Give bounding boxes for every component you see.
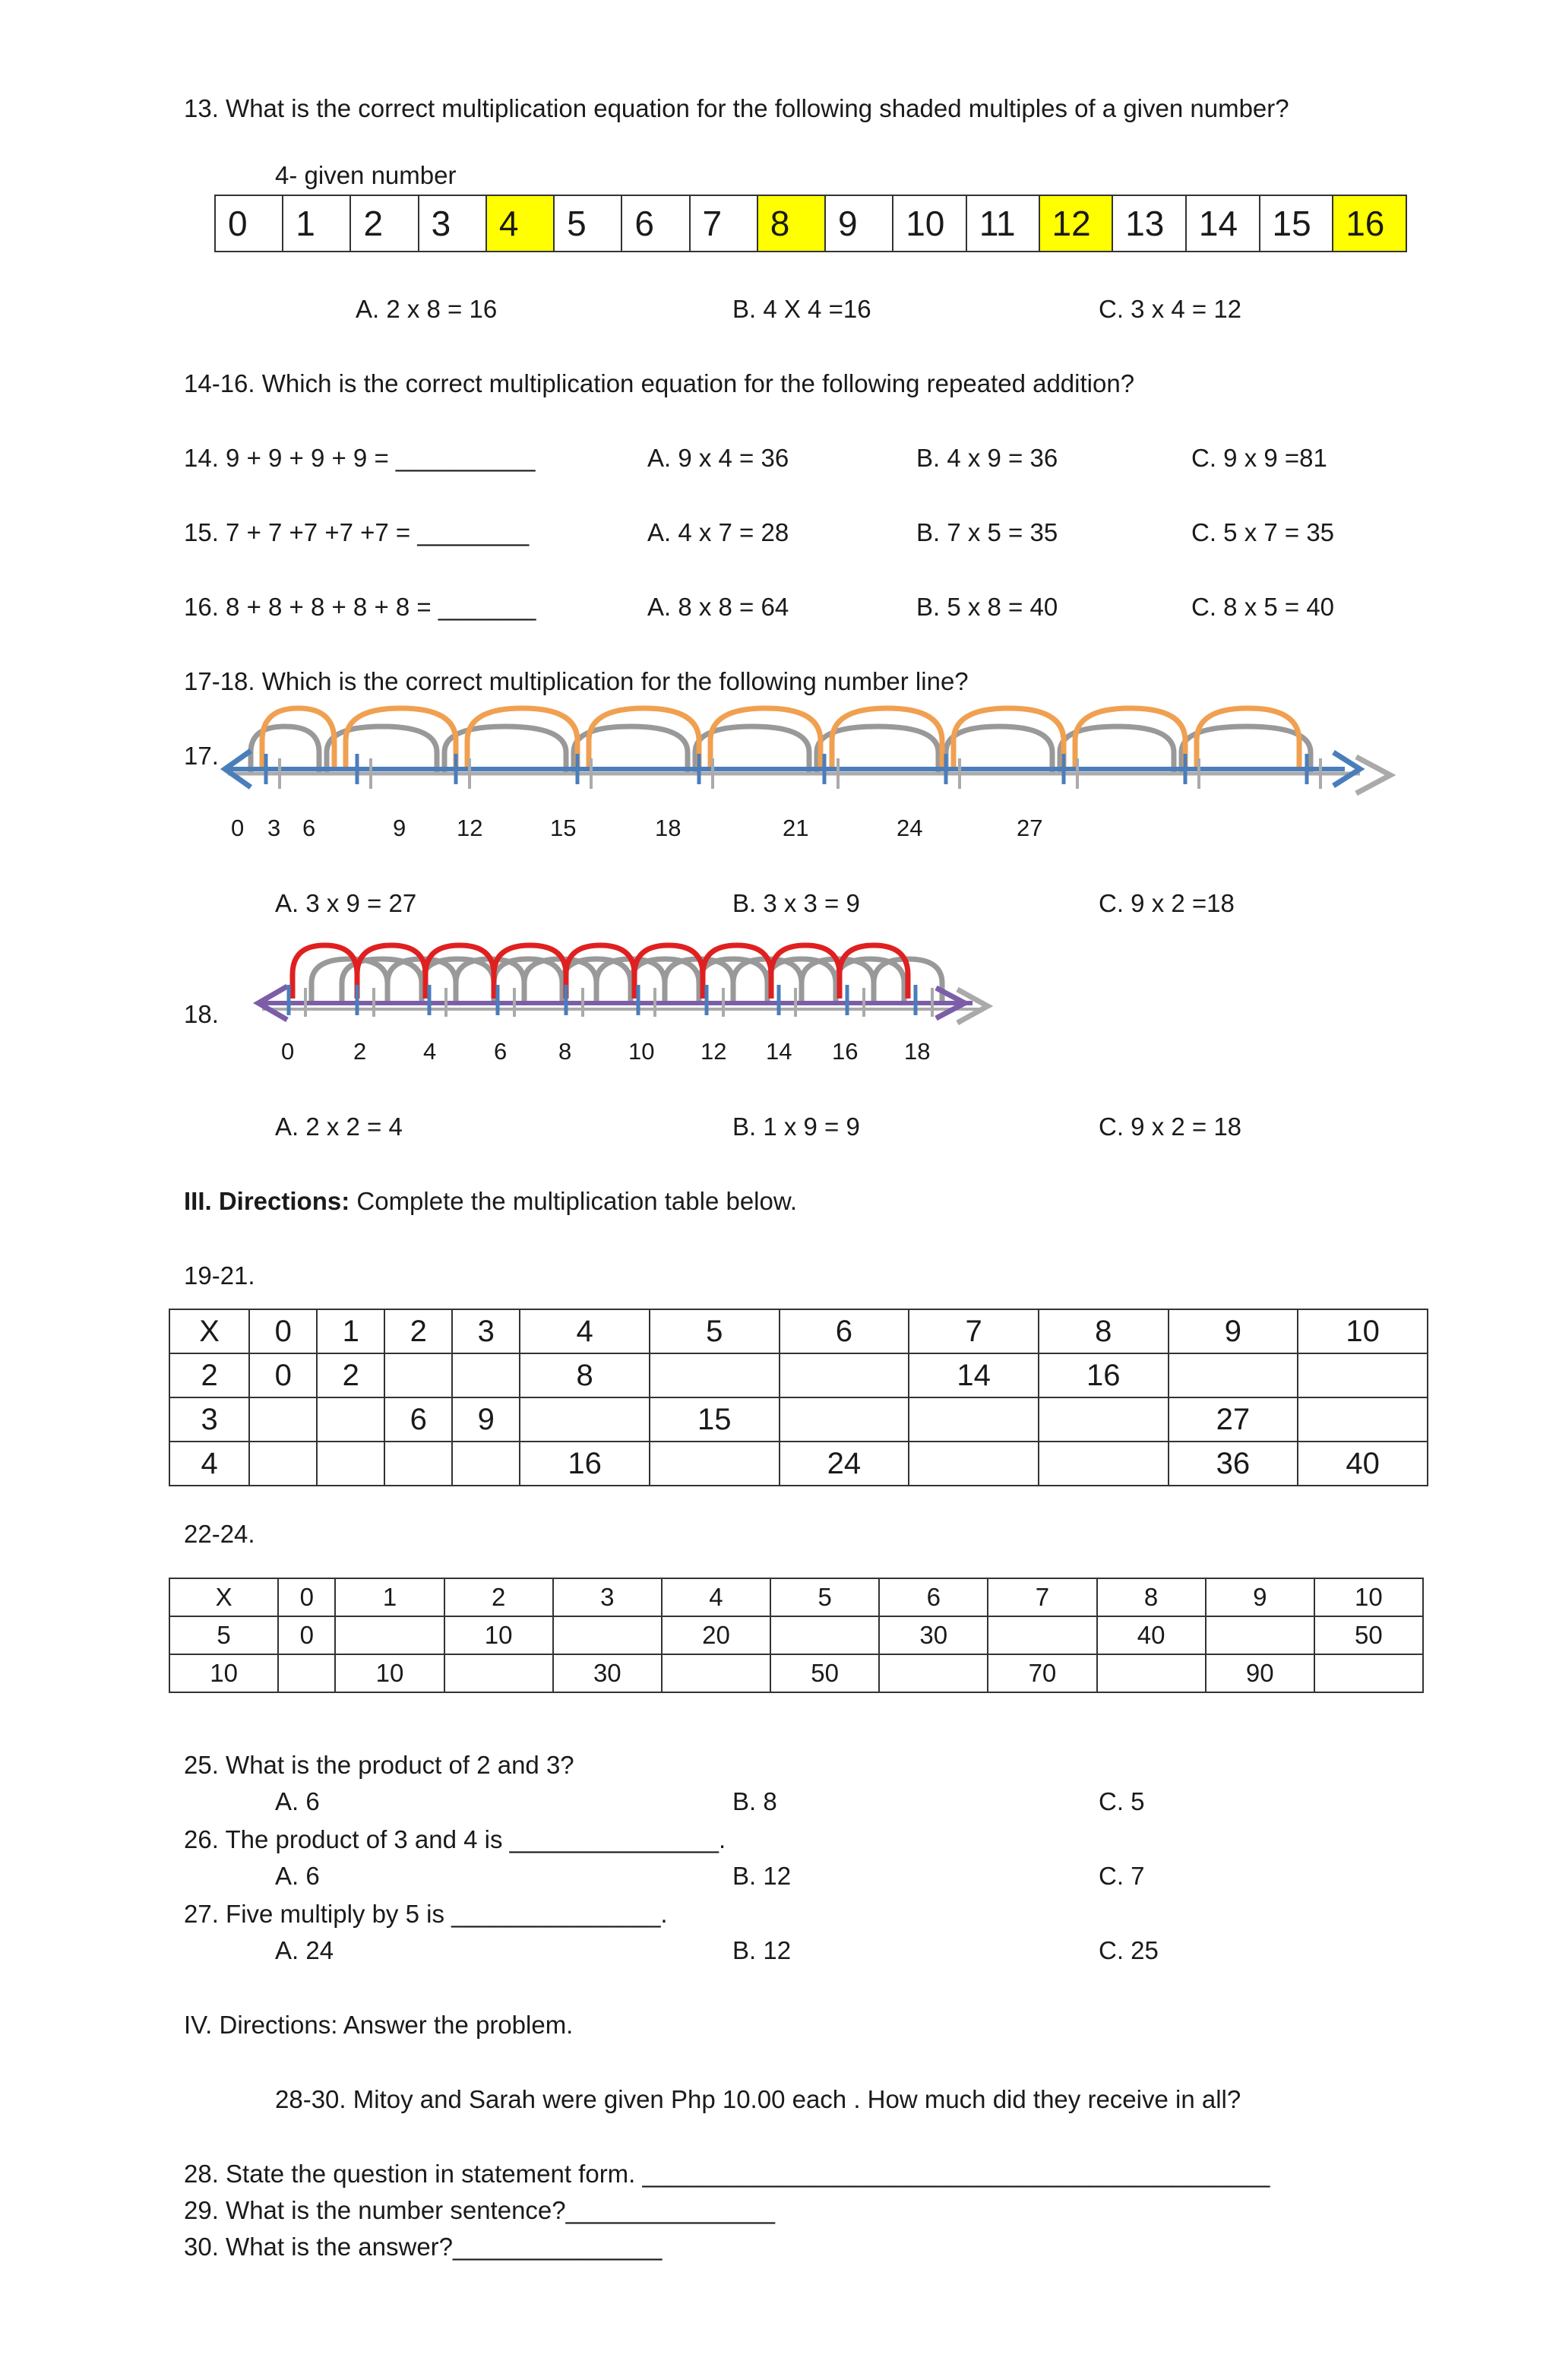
q15-prompt: 15. 7 + 7 +7 +7 +7 = ________ xyxy=(184,518,530,546)
q17-option-a[interactable]: A. 3 x 9 = 27 xyxy=(275,889,417,917)
q18-option-b[interactable]: B. 1 x 9 = 9 xyxy=(732,1112,860,1141)
table-cell: 3 xyxy=(553,1578,662,1616)
table-cell: 10 xyxy=(335,1654,444,1692)
table-cell: 4 xyxy=(169,1442,249,1486)
table-cell: 6 xyxy=(384,1397,452,1442)
table-cell: 9 xyxy=(1206,1578,1314,1616)
table-cell: 90 xyxy=(1206,1654,1314,1692)
q17-tick-label: 6 xyxy=(302,815,316,841)
table-cell: 8 xyxy=(1039,1309,1169,1353)
q18-tick-label: 10 xyxy=(628,1038,655,1065)
table-cell: X xyxy=(169,1309,249,1353)
q17-tick-label: 24 xyxy=(897,815,923,841)
blank-answer-cell[interactable] xyxy=(1169,1353,1298,1397)
q17-tick-label: 21 xyxy=(783,815,809,841)
q17-18-title: 17-18. Which is the correct multiplication for the following number line? xyxy=(184,667,969,695)
q16-prompt: 16. 8 + 8 + 8 + 8 + 8 = _______ xyxy=(184,593,536,621)
q14-prompt: 14. 9 + 9 + 9 + 9 = __________ xyxy=(184,444,536,472)
q13-option-a[interactable]: A. 2 x 8 = 16 xyxy=(356,295,498,323)
orange-jump-arc xyxy=(832,708,942,767)
q17-tick-label: 3 xyxy=(267,815,281,841)
q17-right-arrow-shadow xyxy=(1356,757,1390,793)
q17-tick-label: 15 xyxy=(550,815,577,841)
section3-heading xyxy=(184,1187,797,1216)
q16-option-c[interactable]: C. 8 x 5 = 40 xyxy=(1191,593,1335,621)
q17-tick-label: 0 xyxy=(231,815,245,841)
q18-tick-label: 6 xyxy=(494,1038,508,1065)
table-cell: 0 xyxy=(249,1353,317,1397)
table-cell: 27 xyxy=(1169,1397,1298,1442)
number-cell: 5 xyxy=(554,195,621,252)
q18-tick-label: 12 xyxy=(701,1038,727,1065)
table-cell: 14 xyxy=(909,1353,1039,1397)
q16-option-a[interactable]: A. 8 x 8 = 64 xyxy=(647,593,789,621)
table-cell: 5 xyxy=(770,1578,879,1616)
q18-tick-label: 4 xyxy=(423,1038,437,1065)
blank-answer-cell[interactable] xyxy=(249,1442,317,1486)
blank-answer-cell[interactable] xyxy=(1039,1397,1169,1442)
table-cell: 7 xyxy=(909,1309,1039,1353)
blank-answer-cell[interactable] xyxy=(1314,1654,1423,1692)
q13-option-c[interactable]: C. 3 x 4 = 12 xyxy=(1099,295,1242,323)
q18-label: 18. xyxy=(184,1000,219,1028)
blank-answer-cell[interactable] xyxy=(1206,1616,1314,1654)
blank-answer-cell[interactable] xyxy=(909,1397,1039,1442)
q15-option-c[interactable]: C. 5 x 7 = 35 xyxy=(1191,518,1335,546)
q18-tick-label: 16 xyxy=(832,1038,859,1065)
q13-given-label: 4- given number xyxy=(275,161,457,189)
section3-heading-rest: Complete the multiplication table below. xyxy=(349,1187,798,1215)
table-cell: 50 xyxy=(770,1654,879,1692)
table-cell: 40 xyxy=(1298,1442,1428,1486)
table-cell: 3 xyxy=(169,1397,249,1442)
blank-answer-cell[interactable] xyxy=(317,1397,384,1442)
table-cell: 8 xyxy=(1097,1578,1206,1616)
q17-tick-label: 27 xyxy=(1017,815,1043,841)
q29-number-sentence: 29. What is the number sentence?_______________ xyxy=(184,2196,775,2224)
q16-option-b[interactable]: B. 5 x 8 = 40 xyxy=(916,593,1058,621)
table-cell: 9 xyxy=(1169,1309,1298,1353)
table-cell: 70 xyxy=(988,1654,1096,1692)
table-cell: 4 xyxy=(520,1309,650,1353)
blank-answer-cell[interactable] xyxy=(335,1616,444,1654)
number-cell: 13 xyxy=(1112,195,1186,252)
table2-label: 22-24. xyxy=(184,1520,255,1548)
blank-answer-cell[interactable] xyxy=(317,1442,384,1486)
blank-answer-cell[interactable] xyxy=(780,1397,909,1442)
number-cell: 4 xyxy=(486,195,554,252)
table-cell: 16 xyxy=(520,1442,650,1486)
q17-option-c[interactable]: C. 9 x 2 =18 xyxy=(1099,889,1235,917)
section3-heading-bold: III. Directions: xyxy=(184,1187,350,1215)
blank-answer-cell[interactable] xyxy=(662,1654,770,1692)
number-cell: 6 xyxy=(621,195,689,252)
number-cell: 10 xyxy=(893,195,966,252)
q26-option-b[interactable]: B. 12 xyxy=(732,1862,792,1890)
table-cell: 8 xyxy=(520,1353,650,1397)
table1-label: 19-21. xyxy=(184,1261,255,1290)
q25-option-c[interactable]: C. 5 xyxy=(1099,1787,1145,1815)
table-cell: 10 xyxy=(444,1616,553,1654)
q18-tick-label: 2 xyxy=(353,1038,367,1065)
table-cell: 15 xyxy=(650,1397,780,1442)
q14-option-a[interactable]: A. 9 x 4 = 36 xyxy=(647,444,789,472)
table-cell: 30 xyxy=(553,1654,662,1692)
q15-option-b[interactable]: B. 7 x 5 = 35 xyxy=(916,518,1058,546)
table-cell: 50 xyxy=(1314,1616,1423,1654)
table-row xyxy=(169,1442,1428,1486)
q18-tick-label: 18 xyxy=(904,1038,931,1065)
table-cell: 1 xyxy=(335,1578,444,1616)
gray-jump-arc xyxy=(946,726,1052,774)
blank-answer-cell[interactable] xyxy=(452,1442,520,1486)
number-cell: 2 xyxy=(350,195,418,252)
number-cell: 16 xyxy=(1333,195,1406,252)
q25-option-a[interactable]: A. 6 xyxy=(275,1787,320,1815)
table-cell: 36 xyxy=(1169,1442,1298,1486)
table-cell: 0 xyxy=(278,1578,335,1616)
q26-question: 26. The product of 3 and 4 is _______________. xyxy=(184,1825,726,1853)
table-cell: 10 xyxy=(169,1654,278,1692)
blank-answer-cell[interactable] xyxy=(988,1616,1096,1654)
multiplication-table-1 xyxy=(169,1309,1428,1486)
blank-answer-cell[interactable] xyxy=(249,1397,317,1442)
blank-answer-cell[interactable] xyxy=(452,1353,520,1397)
q14-16-title: 14-16. Which is the correct multiplication equation for the following repeated addition? xyxy=(184,369,1135,397)
q18-tick-label: 0 xyxy=(281,1038,295,1065)
number-cell: 3 xyxy=(419,195,486,252)
q17-tick-label: 18 xyxy=(655,815,682,841)
table-cell: 6 xyxy=(879,1578,988,1616)
blank-answer-cell[interactable] xyxy=(520,1397,650,1442)
blank-answer-cell[interactable] xyxy=(1097,1654,1206,1692)
table-row xyxy=(169,1616,1423,1654)
table-cell: 4 xyxy=(662,1578,770,1616)
table-cell: 10 xyxy=(1298,1309,1428,1353)
q18-number-line xyxy=(0,927,1556,1041)
table-cell: 3 xyxy=(452,1309,520,1353)
number-cell: 8 xyxy=(757,195,825,252)
number-cell: 11 xyxy=(966,195,1039,252)
q13-question: 13. What is the correct multiplication equation for the following shaded multiples of a given number? xyxy=(184,94,1289,122)
q13-option-b[interactable]: B. 4 X 4 =16 xyxy=(732,295,871,323)
table-cell: 9 xyxy=(452,1397,520,1442)
gray-jump-arc xyxy=(444,726,566,774)
table-cell: 2 xyxy=(317,1353,384,1397)
q13-number-strip xyxy=(214,195,1407,252)
section4-heading: IV. Directions: Answer the problem. xyxy=(184,2011,574,2039)
table-cell: 6 xyxy=(780,1309,909,1353)
number-cell: 14 xyxy=(1186,195,1260,252)
q17-tick-label: 9 xyxy=(393,815,406,841)
number-cell: 7 xyxy=(690,195,757,252)
number-cell: 12 xyxy=(1039,195,1113,252)
blank-answer-cell[interactable] xyxy=(444,1654,553,1692)
number-cell: 9 xyxy=(825,195,893,252)
table-cell: 2 xyxy=(169,1353,249,1397)
table-cell: 30 xyxy=(879,1616,988,1654)
blank-answer-cell[interactable] xyxy=(1298,1397,1428,1442)
blank-answer-cell[interactable] xyxy=(909,1442,1039,1486)
table-header-row xyxy=(169,1309,1428,1353)
table-row xyxy=(169,1397,1428,1442)
orange-jump-arc xyxy=(262,708,334,767)
blank-answer-cell[interactable] xyxy=(384,1442,452,1486)
q30-answer: 30. What is the answer?_______________ xyxy=(184,2233,663,2261)
q28-statement: 28. State the question in statement form. _____________________________________________ xyxy=(184,2160,1270,2188)
q26-option-c[interactable]: C. 7 xyxy=(1099,1862,1145,1890)
table-cell: 1 xyxy=(317,1309,384,1353)
blank-answer-cell[interactable] xyxy=(1298,1353,1428,1397)
table-cell: 2 xyxy=(384,1309,452,1353)
gray-jump-arc xyxy=(1181,726,1311,774)
orange-jump-arc xyxy=(1197,708,1299,767)
blank-answer-cell[interactable] xyxy=(1039,1442,1169,1486)
blank-answer-cell[interactable] xyxy=(650,1442,780,1486)
table-cell: 20 xyxy=(662,1616,770,1654)
blank-answer-cell[interactable] xyxy=(553,1616,662,1654)
problem-28-30: 28-30. Mitoy and Sarah were given Php 10.00 each . How much did they receive in all? xyxy=(275,2085,1241,2113)
table-cell: 0 xyxy=(278,1616,335,1654)
table-cell: 10 xyxy=(1314,1578,1423,1616)
table-header-row xyxy=(169,1578,1423,1616)
number-cell: 15 xyxy=(1260,195,1333,252)
q27-option-b[interactable]: B. 12 xyxy=(732,1936,792,1964)
table-cell: 5 xyxy=(650,1309,780,1353)
table-row xyxy=(169,1353,1428,1397)
q18-option-a[interactable]: A. 2 x 2 = 4 xyxy=(275,1112,403,1141)
number-cell: 0 xyxy=(215,195,283,252)
blank-answer-cell[interactable] xyxy=(879,1654,988,1692)
q18-option-c[interactable]: C. 9 x 2 = 18 xyxy=(1099,1112,1242,1141)
q17-label: 17. xyxy=(184,742,219,770)
gray-jump-arc xyxy=(494,959,562,1003)
q18-tick-label: 14 xyxy=(766,1038,792,1065)
table-cell: 0 xyxy=(249,1309,317,1353)
q17-option-b[interactable]: B. 3 x 3 = 9 xyxy=(732,889,860,917)
table-cell: 40 xyxy=(1097,1616,1206,1654)
table-cell: X xyxy=(169,1578,278,1616)
blank-answer-cell[interactable] xyxy=(650,1353,780,1397)
q14-option-b[interactable]: B. 4 x 9 = 36 xyxy=(916,444,1058,472)
blank-answer-cell[interactable] xyxy=(384,1353,452,1397)
multiplication-table-2 xyxy=(169,1578,1424,1693)
q14-option-c[interactable]: C. 9 x 9 =81 xyxy=(1191,444,1327,472)
blank-answer-cell[interactable] xyxy=(780,1353,909,1397)
q17-tick-label: 12 xyxy=(457,815,483,841)
number-cell: 1 xyxy=(283,195,350,252)
q18-tick-label: 8 xyxy=(558,1038,572,1065)
blank-answer-cell[interactable] xyxy=(770,1616,879,1654)
q27-question: 27. Five multiply by 5 is _______________. xyxy=(184,1900,668,1928)
q27-option-a[interactable]: A. 24 xyxy=(275,1936,334,1964)
q26-option-a[interactable]: A. 6 xyxy=(275,1862,320,1890)
table-row xyxy=(169,1654,1423,1692)
table-cell: 5 xyxy=(169,1616,278,1654)
table-cell: 2 xyxy=(444,1578,553,1616)
q25-option-b[interactable]: B. 8 xyxy=(732,1787,777,1815)
blank-answer-cell[interactable] xyxy=(278,1654,335,1692)
table-cell: 16 xyxy=(1039,1353,1169,1397)
q25-question: 25. What is the product of 2 and 3? xyxy=(184,1751,574,1779)
q27-option-c[interactable]: C. 25 xyxy=(1099,1936,1159,1964)
table-cell: 24 xyxy=(780,1442,909,1486)
q15-option-a[interactable]: A. 4 x 7 = 28 xyxy=(647,518,789,546)
table-cell: 7 xyxy=(988,1578,1096,1616)
